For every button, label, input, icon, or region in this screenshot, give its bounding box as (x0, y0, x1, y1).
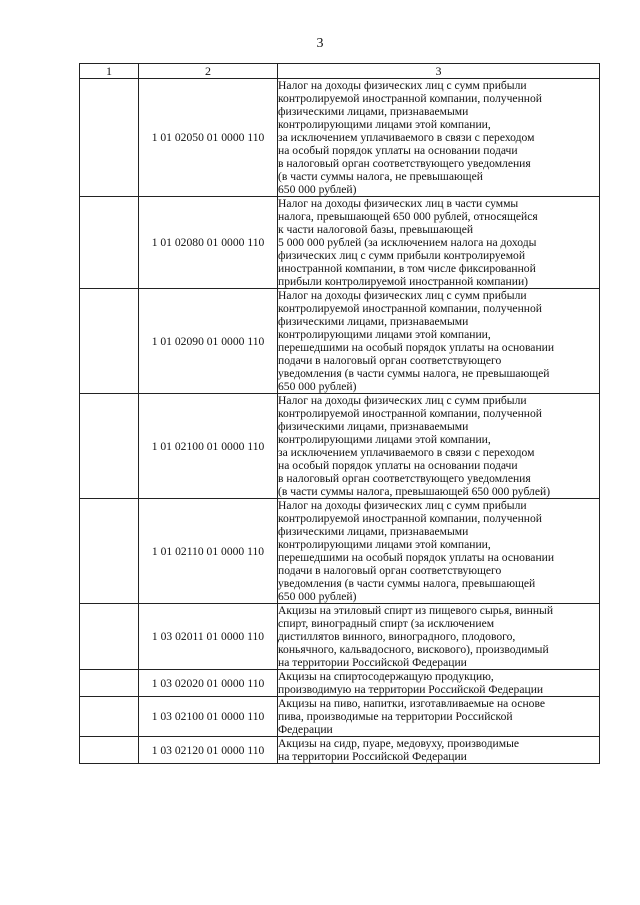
budget-code: 1 01 02100 01 0000 110 (139, 394, 278, 499)
table-row (80, 197, 600, 289)
table-row (80, 670, 600, 697)
budget-code: 1 01 02050 01 0000 110 (139, 79, 278, 197)
code-description: Акцизы на этиловый спирт из пищевого сырья, винный спирт, виноградный спирт (за исключением дистиллятов винного, виноградного, плодового, коньячного, кальвадосного, вискового), производимый на территории Российской Федерации (278, 604, 600, 670)
code-description: Налог на доходы физических лиц с сумм прибыли контролируемой иностранной компании, полученной физическими лицами, признаваемыми контролирующими лицами этой компании, за исключением уплачиваемого в связи с переходом на особый порядок уплаты на основании подачи в налоговый орган соответствующего уведомления (в части суммы налога, не превышающей 650 000 рублей) (278, 79, 600, 197)
budget-codes-table (79, 63, 600, 764)
column-header-3: 3 (278, 64, 600, 79)
budget-code: 1 03 02120 01 0000 110 (139, 737, 278, 764)
budget-code: 1 03 02020 01 0000 110 (139, 670, 278, 697)
code-description: Налог на доходы физических лиц с сумм прибыли контролируемой иностранной компании, полученной физическими лицами, признаваемыми контролирующими лицами этой компании, за исключением уплачиваемого в связи с переходом на особый порядок уплаты на основании подачи в налоговый орган соответствующего уведомления (в части суммы налога, превышающей 650 000 рублей) (278, 394, 600, 499)
code-description: Налог на доходы физических лиц с сумм прибыли контролируемой иностранной компании, полученной физическими лицами, признаваемыми контролирующими лицами этой компании, перешедшими на особый порядок уплаты на основании подачи в налоговый орган соответствующего уведомления (в части суммы налога, не превышающей 650 000 рублей) (278, 289, 600, 394)
code-description: Акцизы на пиво, напитки, изготавливаемые на основе пива, производимые на территории Российской Федерации (278, 697, 600, 737)
table-row (80, 79, 600, 197)
column-header-2: 2 (139, 64, 278, 79)
table-row (80, 394, 600, 499)
budget-code: 1 01 02090 01 0000 110 (139, 289, 278, 394)
empty-cell (80, 737, 139, 764)
table-row (80, 737, 600, 764)
table-header-row (80, 64, 600, 79)
empty-cell (80, 289, 139, 394)
page-number: 3 (316, 36, 324, 51)
column-header-1: 1 (80, 64, 139, 79)
empty-cell (80, 197, 139, 289)
code-description: Акцизы на спиртосодержащую продукцию, производимую на территории Российской Федерации (278, 670, 600, 697)
table-row (80, 499, 600, 604)
budget-code: 1 03 02011 01 0000 110 (139, 604, 278, 670)
empty-cell (80, 670, 139, 697)
code-description: Акцизы на сидр, пуаре, медовуху, производимые на территории Российской Федерации (278, 737, 600, 764)
table-row (80, 697, 600, 737)
budget-code: 1 01 02110 01 0000 110 (139, 499, 278, 604)
budget-code: 1 01 02080 01 0000 110 (139, 197, 278, 289)
empty-cell (80, 604, 139, 670)
empty-cell (80, 394, 139, 499)
code-description: Налог на доходы физических лиц в части суммы налога, превышающей 650 000 рублей, относящейся к части налоговой базы, превышающей 5 000 000 рублей (за исключением налога на доходы физических лиц с сумм прибыли контролируемой иностранной компании, в том числе фиксированной прибыли контролируемой иностранной компании) (278, 197, 600, 289)
empty-cell (80, 697, 139, 737)
code-description: Налог на доходы физических лиц с сумм прибыли контролируемой иностранной компании, полученной физическими лицами, признаваемыми контролирующими лицами этой компании, перешедшими на особый порядок уплаты на основании подачи в налоговый орган соответствующего уведомления (в части суммы налога, превышающей 650 000 рублей) (278, 499, 600, 604)
budget-code: 1 03 02100 01 0000 110 (139, 697, 278, 737)
table-row (80, 604, 600, 670)
empty-cell (80, 79, 139, 197)
empty-cell (80, 499, 139, 604)
table-row (80, 289, 600, 394)
